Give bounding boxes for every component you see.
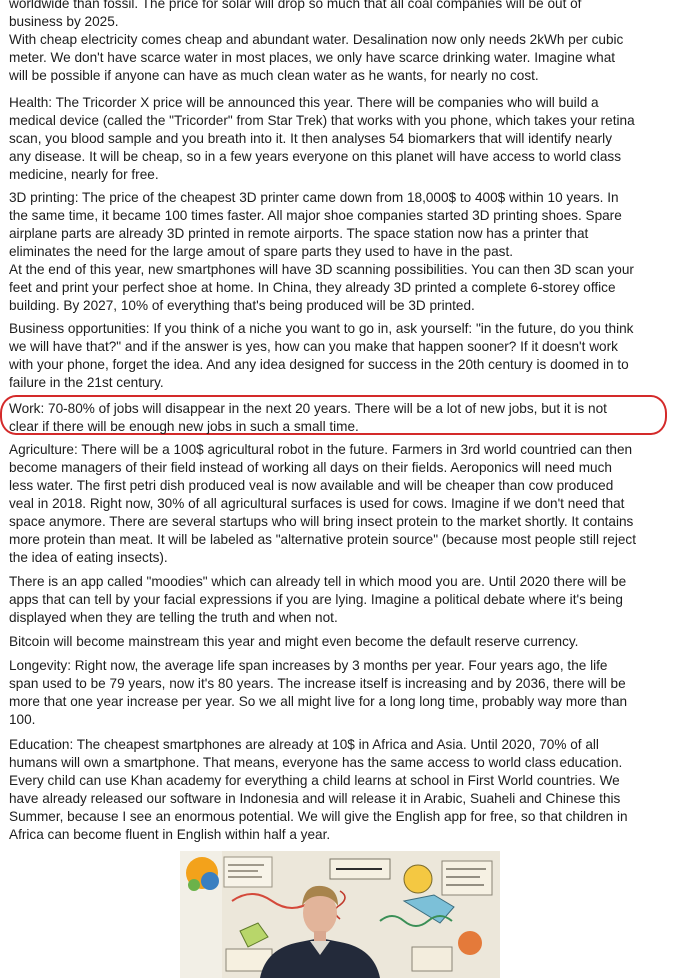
text-line: less water. The first petri dish produced veal is now available and will be cheaper than cow produced xyxy=(9,478,614,493)
paragraph-work xyxy=(9,400,671,436)
text-line: 3D printing: The price of the cheapest 3D printer came down from 18,000$ to 400$ within 10 years. In xyxy=(9,190,619,205)
paragraph-education xyxy=(9,736,671,844)
text-line: have already released our software in Indonesia and will release it in Arabic, Suaheli and Chinese this xyxy=(9,791,621,806)
text-line: meter. We don't have scarce water in most places, we only have scarce drinking water. Imagine what xyxy=(9,50,616,65)
text-line: any disease. It will be cheap, so in a few years everyone on this planet will have access to world class xyxy=(9,149,622,164)
text-line: airplane parts are already 3D printed in remote airports. The space station now has a printer that xyxy=(9,226,589,241)
text-line: clear if there will be enough new jobs in such a small time. xyxy=(9,419,359,434)
text-line: Every child can use Khan academy for everything a child learns at school in First World countries. We xyxy=(9,773,620,788)
paragraph-health xyxy=(9,94,671,184)
text-line: Africa can become fluent in English within half a year. xyxy=(9,827,331,842)
paragraph-bitcoin xyxy=(9,633,671,651)
text-line: building. By 2027, 10% of everything that's being produced will be 3D printed. xyxy=(9,298,475,313)
text-line: With cheap electricity comes cheap and abundant water. Desalination now only needs 2kWh per cubic xyxy=(9,32,624,47)
text-line: 100. xyxy=(9,712,36,727)
paragraph-moodies xyxy=(9,573,671,627)
text-line: failure in the 21st century. xyxy=(9,375,164,390)
text-line: Agriculture: There will be a 100$ agricultural robot in the future. Farmers in 3rd world countried can then xyxy=(9,442,633,457)
text-line: apps that can tell by your facial expressions if you are lying. Imagine a political debate where it's being xyxy=(9,592,623,607)
text-line: Business opportunities: If you think of a niche you want to go in, ask yourself: "in the future, do you think xyxy=(9,321,634,336)
text-line: Longevity: Right now, the average life span increases by 3 months per year. Four years ago, the life xyxy=(9,658,608,673)
text-line: the same time, it became 100 times faster. All major shoe companies started 3D printing shoes. Spare xyxy=(9,208,622,223)
text-line: At the end of this year, new smartphones will have 3D scanning possibilities. You can then 3D scan your xyxy=(9,262,634,277)
text-line: medicine, nearly for free. xyxy=(9,167,159,182)
text-line: feet and print your perfect shoe at home. In China, they already 3D printed a complete 6-storey office xyxy=(9,280,616,295)
text-line: business by 2025. xyxy=(9,14,119,29)
text-line: become managers of their field instead of working all days on their fields. Aeroponics will need much xyxy=(9,460,612,475)
text-line: Summer, because I see an enormous potential. We will give the English app for free, so that children in xyxy=(9,809,628,824)
text-line: space anymore. There are several startups who will bring insect protein to the market shortly. It contains xyxy=(9,514,634,529)
text-line: displayed when they are telling the truth and when not. xyxy=(9,610,338,625)
text-line: veal in 2018. Right now, 30% of all agricultural surfaces is used for cows. Imagine if we don't need that xyxy=(9,496,625,511)
speaker-photo xyxy=(180,851,500,978)
text-line: Health: The Tricorder X price will be announced this year. There will be companies who will build a xyxy=(9,95,599,110)
paragraph-3d-printing xyxy=(9,189,671,315)
paragraph-solar-water xyxy=(9,0,671,85)
text-line: more protein than meat. It will be labeled as "alternative protein source" (because most people still reject xyxy=(9,532,636,547)
text-line: There is an app called "moodies" which can already tell in which mood you are. Until 2020 there will be xyxy=(9,574,627,589)
text-line: span used to be 79 years, now it's 80 years. The increase itself is increasing and by 2036, there will be xyxy=(9,676,626,691)
text-line: Education: The cheapest smartphones are already at 10$ in Africa and Asia. Until 2020, 70% of all xyxy=(9,737,599,752)
text-line: eliminates the need for the large amout of spare parts they used to have in the past. xyxy=(9,244,514,259)
text-line: Bitcoin will become mainstream this year and might even become the default reserve currency. xyxy=(9,634,579,649)
paragraph-longevity xyxy=(9,657,671,729)
paragraph-agriculture xyxy=(9,441,671,567)
text-line: Work: 70-80% of jobs will disappear in the next 20 years. There will be a lot of new jobs, but it is not xyxy=(9,401,607,416)
text-line: medical device (called the "Tricorder" from Star Trek) that works with you phone, which takes your retina xyxy=(9,113,635,128)
text-line: the idea of eating insects). xyxy=(9,550,168,565)
text-line: with your phone, forget the idea. And any idea designed for success in the 20th century is doomed in to xyxy=(9,357,629,372)
text-line: more that one year increase per year. So we all might live for a long long time, probably way more than xyxy=(9,694,628,709)
text-line: we will have that?" and if the answer is yes, how can you make that happen sooner? If it doesn't work xyxy=(9,339,618,354)
paragraph-business xyxy=(9,320,671,392)
text-line: humans will own a smartphone. That means, everyone has the same access to world class education. xyxy=(9,755,623,770)
text-line: scan, you blood sample and you breath into it. It then analyses 54 biomarkers that will identify nearly xyxy=(9,131,612,146)
text-line: worldwide than fossil. The price for solar will drop so much that all coal companies will be out of xyxy=(9,0,582,11)
text-line: will be possible if anyone can have as much clean water as he wants, for nearly no cost. xyxy=(9,68,539,83)
